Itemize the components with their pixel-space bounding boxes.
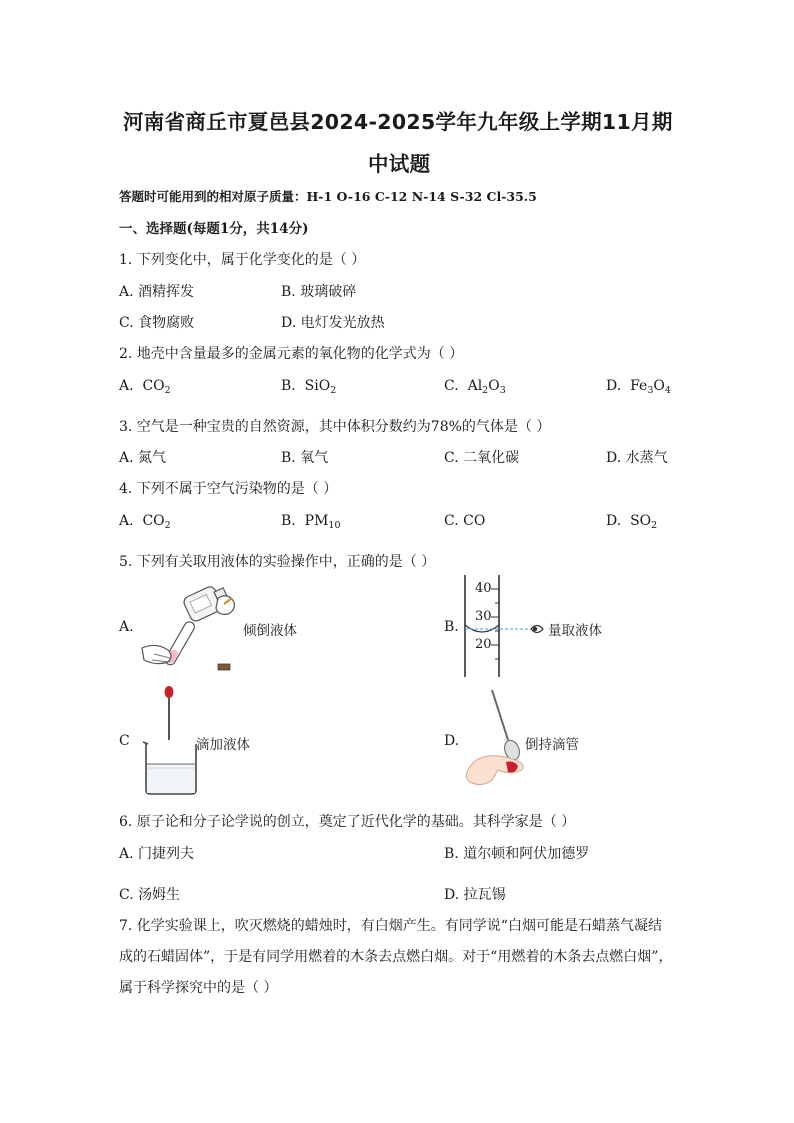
question-5-option-b: B. (444, 619, 459, 635)
question-3-option-b: B. 氧气 (281, 450, 329, 466)
question-3-option-d: D. 水蒸气 (606, 450, 668, 466)
dropping-liquid-illustration (140, 684, 200, 796)
page-title-line1: 河南省商丘市夏邑县2024-2025学年九年级上学期11月期 (123, 110, 673, 134)
dropping-liquid-caption: 滴加液体 (196, 737, 250, 753)
question-5-option-d: D. (444, 733, 460, 749)
option-letter: B. (281, 513, 296, 529)
chem-formula: $PM_{10}$ (304, 513, 341, 531)
question-7-line2: 成的石蜡固体”，于是有同学用燃着的木条去点燃白烟。对于“用燃着的木条去点燃白烟”， (119, 949, 673, 965)
chem-formula: $CO_2$ (142, 378, 171, 396)
option-letter: A. (119, 378, 134, 394)
chem-formula: $CO_2$ (142, 513, 171, 531)
cylinder-tick-30: 30 (475, 609, 492, 624)
question-3-option-a: A. 氮气 (119, 450, 167, 466)
question-3-option-c: C. 二氧化碳 (444, 450, 520, 466)
cylinder-tick-20: 20 (475, 637, 492, 652)
question-7-line3: 属于科学探究中的是（ ） (119, 980, 278, 996)
question-4-option-b (281, 513, 341, 531)
chem-formula: $Al_2O_3$ (467, 378, 506, 396)
question-2-stem: 2. 地壳中含量最多的金属元素的氧化物的化学式为（ ） (119, 346, 464, 362)
question-5-option-a: A. (119, 619, 134, 635)
chem-formula: SiO$_2$ (304, 378, 337, 396)
question-1-option-c: C. 食物腐败 (119, 315, 195, 331)
question-6-option-d: D. 拉瓦锡 (444, 887, 506, 903)
inverted-dropper-illustration (462, 688, 532, 792)
question-1-option-d: D. 电灯发光放热 (281, 315, 385, 331)
question-2-option-b (281, 378, 336, 396)
atomic-mass-note: 答题时可能用到的相对原子质量：H-1 O-16 C-12 N-14 S-32 Cl-35.5 (119, 189, 537, 204)
inverted-dropper-caption: 倒持滴管 (525, 737, 579, 753)
chem-formula: $SO_2$ (630, 513, 658, 531)
option-letter: D. (606, 513, 622, 529)
question-1-stem: 1. 下列变化中，属于化学变化的是（ ） (119, 252, 366, 268)
option-letter: B. (281, 378, 296, 394)
option-letter: A. (119, 513, 134, 529)
cylinder-tick-40: 40 (475, 581, 492, 596)
question-6-stem: 6. 原子论和分子论学说的创立，奠定了近代化学的基础。其科学家是（ ） (119, 814, 576, 830)
question-4-option-d (606, 513, 657, 531)
chem-formula: $Fe_3O_4$ (630, 378, 671, 396)
pouring-liquid-caption: 倾倒液体 (243, 623, 297, 639)
question-1-option-b: B. 玻璃破碎 (281, 284, 357, 300)
graduated-cylinder-illustration (455, 575, 555, 679)
question-2-option-c (444, 378, 506, 396)
question-4-option-c: C. CO (444, 513, 486, 529)
question-7-line1: 7. 化学实验课上，吹灭燃烧的蜡烛时，有白烟产生。有同学说“白烟可能是石蜡蒸气凝结 (119, 918, 662, 934)
page-title-line2: 中试题 (368, 152, 431, 176)
question-6-option-a: A. 门捷列夫 (119, 846, 195, 862)
question-3-stem: 3. 空气是一种宝贵的自然资源，其中体积分数约为78%的气体是（ ） (119, 419, 551, 435)
question-4-option-a (119, 513, 171, 531)
question-6-option-c: C. 汤姆生 (119, 887, 181, 903)
question-1-option-a: A. 酒精挥发 (119, 284, 195, 300)
question-5-option-c: C (119, 733, 130, 749)
question-2-option-a (119, 378, 171, 396)
question-4-stem: 4. 下列不属于空气污染物的是（ ） (119, 481, 338, 497)
option-letter: D. (606, 378, 622, 394)
pouring-liquid-illustration (136, 578, 246, 678)
question-6-option-b: B. 道尔顿和阿伏加德罗 (444, 846, 590, 862)
option-letter: C. (444, 378, 459, 394)
question-5-stem: 5. 下列有关取用液体的实验操作中，正确的是（ ） (119, 554, 436, 570)
question-2-option-d (606, 378, 671, 396)
section-heading: 一、选择题(每题1分，共14分) (119, 221, 309, 237)
measuring-liquid-caption: 量取液体 (548, 623, 602, 639)
